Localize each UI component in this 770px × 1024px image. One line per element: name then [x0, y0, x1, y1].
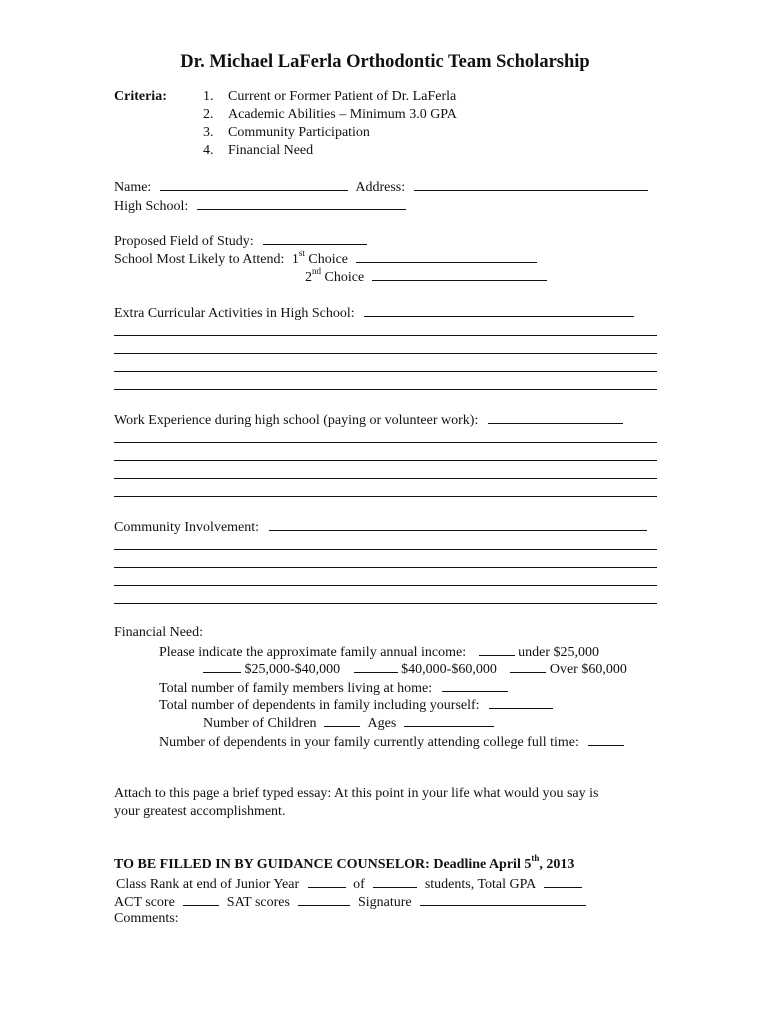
family-members-row [159, 679, 508, 697]
extra-curricular-line[interactable] [114, 389, 657, 390]
sat-field[interactable] [298, 893, 350, 906]
school-second-choice-row [305, 268, 547, 286]
of-label: of [353, 877, 365, 892]
first-choice-field[interactable] [356, 250, 537, 263]
name-field[interactable] [160, 178, 348, 191]
college-row [159, 733, 624, 751]
name-row [114, 178, 648, 196]
gpa-field[interactable] [544, 875, 582, 888]
second-choice-word: Choice [324, 270, 365, 285]
high-school-label: High School: [114, 199, 189, 214]
field-of-study-field[interactable] [263, 232, 367, 245]
essay-line-2: your greatest accomplishment. [114, 804, 286, 819]
criteria-item: Current or Former Patient of Dr. LaFerla [228, 89, 457, 104]
dependents-row [159, 696, 553, 714]
income-row-2 [203, 660, 627, 678]
community-line[interactable] [114, 567, 657, 568]
students-gpa-label: students, Total GPA [424, 877, 536, 892]
act-label: ACT score [114, 895, 175, 910]
over-60k-field[interactable] [510, 660, 546, 673]
essay-line-1: Attach to this page a brief typed essay: At this point in your life what would you say is [114, 786, 599, 801]
over-60k-label: Over $60,000 [549, 662, 627, 677]
income-row-1 [159, 643, 599, 661]
community-row [114, 518, 647, 536]
school-likely-label: School Most Likely to Attend: [114, 252, 285, 267]
range-40-60-label: $40,000-$60,000 [401, 662, 497, 677]
field-of-study-label: Proposed Field of Study: [114, 234, 254, 249]
extra-curricular-label: Extra Curricular Activities in High School: [114, 306, 355, 321]
work-experience-line[interactable] [114, 460, 657, 461]
counselor-heading-text: TO BE FILLED IN BY GUIDANCE COUNSELOR: Deadline April 5 [114, 857, 532, 872]
address-label: Address: [355, 180, 406, 195]
range-40-60-field[interactable] [354, 660, 398, 673]
field-of-study-row [114, 232, 367, 250]
counselor-heading [114, 853, 575, 873]
community-field[interactable] [269, 518, 647, 531]
first-choice-label [291, 248, 349, 267]
act-field[interactable] [183, 893, 219, 906]
extra-curricular-line[interactable] [114, 353, 657, 354]
criteria-item: Community Participation [228, 125, 370, 140]
first-choice-suffix: st [298, 248, 305, 259]
community-line[interactable] [114, 603, 657, 604]
sat-label: SAT scores [226, 895, 290, 910]
comments-label: Comments: [114, 911, 179, 926]
community-line[interactable] [114, 585, 657, 586]
class-rank-field[interactable] [308, 875, 346, 888]
address-field[interactable] [414, 178, 648, 191]
work-experience-line[interactable] [114, 496, 657, 497]
work-experience-line[interactable] [114, 478, 657, 479]
second-choice-suffix: nd [312, 266, 321, 277]
extra-curricular-field[interactable] [364, 304, 634, 317]
deadline-suffix: th [531, 853, 540, 864]
dependents-label: Total number of dependents in family including yourself: [159, 698, 480, 713]
first-choice-word: Choice [308, 252, 349, 267]
children-field[interactable] [324, 714, 360, 727]
children-label: Number of Children [203, 716, 317, 731]
name-label: Name: [114, 180, 152, 195]
deadline-year: , 2013 [539, 857, 575, 872]
college-field[interactable] [588, 733, 624, 746]
ages-field[interactable] [404, 714, 494, 727]
dependents-field[interactable] [489, 696, 553, 709]
criteria-item: Financial Need [228, 143, 314, 158]
extra-curricular-row [114, 304, 634, 322]
criteria-number: 4. [203, 143, 214, 158]
scores-row [114, 893, 586, 911]
page-title: Dr. Michael LaFerla Orthodontic Team Scholarship [180, 52, 590, 72]
work-experience-row [114, 411, 623, 429]
criteria-number: 1. [203, 89, 214, 104]
criteria-item: Academic Abilities – Minimum 3.0 GPA [228, 107, 457, 122]
range-25-40-label: $25,000-$40,000 [244, 662, 341, 677]
second-choice-number: 2 [305, 270, 312, 285]
high-school-row [114, 197, 406, 215]
second-choice-label [305, 266, 365, 285]
class-rank-label: Class Rank at end of Junior Year [116, 877, 300, 892]
class-size-field[interactable] [373, 875, 417, 888]
range-25-40-field[interactable] [203, 660, 241, 673]
family-members-label: Total number of family members living at home: [159, 681, 433, 696]
children-row [203, 714, 494, 732]
signature-field[interactable] [420, 893, 586, 906]
financial-heading: Financial Need: [114, 625, 204, 640]
criteria-label: Criteria: [114, 89, 167, 104]
criteria-number: 2. [203, 107, 214, 122]
first-choice-number: 1 [291, 252, 299, 267]
school-first-choice-row [114, 250, 537, 268]
second-choice-field[interactable] [372, 268, 547, 281]
high-school-field[interactable] [197, 197, 406, 210]
signature-label: Signature [357, 895, 412, 910]
under-25k-field[interactable] [479, 643, 515, 656]
extra-curricular-line[interactable] [114, 335, 657, 336]
ages-label: Ages [367, 716, 397, 731]
college-label: Number of dependents in your family currently attending college full time: [159, 735, 579, 750]
extra-curricular-line[interactable] [114, 371, 657, 372]
work-experience-line[interactable] [114, 442, 657, 443]
work-experience-label: Work Experience during high school (paying or volunteer work): [114, 413, 479, 428]
work-experience-field[interactable] [488, 411, 623, 424]
criteria-number: 3. [203, 125, 214, 140]
class-rank-row [116, 875, 582, 893]
income-prompt: Please indicate the approximate family annual income: [159, 645, 467, 660]
community-label: Community Involvement: [114, 520, 260, 535]
community-line[interactable] [114, 549, 657, 550]
family-members-field[interactable] [442, 679, 508, 692]
under-25k-label: under $25,000 [518, 645, 600, 660]
